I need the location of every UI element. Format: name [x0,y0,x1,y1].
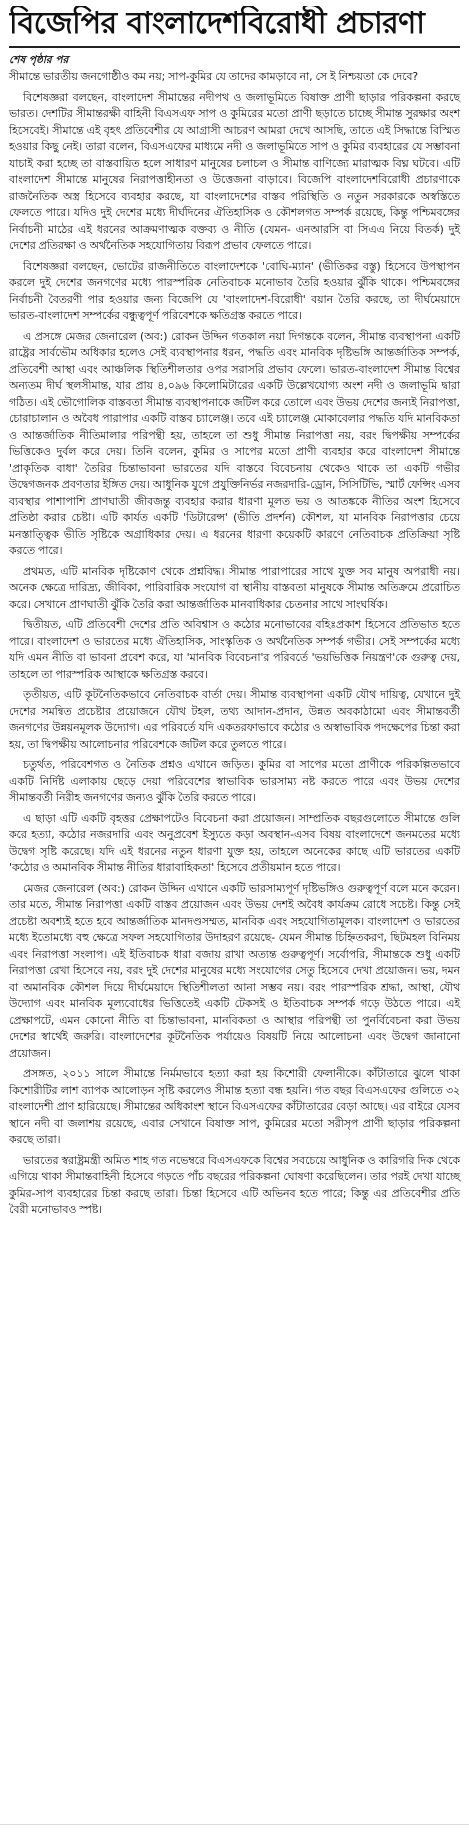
article-paragraph: এ প্রসঙ্গে মেজর জেনারেল (অব:) রোকন উদ্দিন গতকাল নয়া দিগন্তকে বলেন, সীমান্ত ব্যবস্থাপনা একটি রাষ্ট্রের সার্বভৌম অধিকার হলেও সেই ব্যবস্থাপনার ধরন, পদ্ধতি এবং মানবিক দৃষ্টিভঙ্গি আন্তর্জাতিক সম্পর্ক, প্রতিবেশী আস্থা এবং আঞ্চলিক স্থিতিশীলতার ওপর সরাসরি প্রভাব ফেলে। ভারত-বাংলাদেশ সীমান্ত বিশ্বের অন্যতম দীর্ঘ স্থলসীমান্ত, যার প্রায় ৪,০৯৬ কিলোমিটারের একটি উল্লেখযোগ্য অংশ নদী ও জলাভূমি দ্বারা গঠিত। এই ভৌগোলিক বাস্তবতা সীমান্ত ব্যবস্থাপনাকে জটিল করে তোলে এবং উভয় দেশের জন্যই নিরাপত্তা, চোরাচালান ও অবৈধ পারাপার একটি বাস্তব চ্যালেঞ্জ। তবে এই চ্যালেঞ্জ মোকাবেলার পদ্ধতি যদি মানবিকতা ও আন্তর্জাতিক নীতিমালার পরিপন্থী হয়, তাহলে তা শুধু সীমান্ত নিরাপত্তা নয়, বরং দ্বিপক্ষীয় সম্পর্কের ভিত্তিকেও দুর্বল করে দেয়। তিনি বলেন, কুমির ও সাপের মতো প্রাণী ব্যবহার করে বাংলাদেশ সীমান্তে 'প্রাকৃতিক বাধা' তৈরির চিন্তাভাবনা ভারতের যদি বাস্তবে বিবেচনায় থেকেও থাকে তা একটি গভীর উদ্বেগজনক প্রবণতার ইঙ্গিত দেয়। আধুনিক যুগে প্রযুক্তিনির্ভর নজরদারি-ড্রোন, সিসিটিভি, স্মার্ট ফেন্সিং এসব ব্যবস্থার পাশাপাশি প্রাণঘাতী জীবজন্তু ব্যবহার করার ধারণা মূলত ভয় ও আতঙ্ককে নীতির অংশ হিসেবে প্রতিষ্ঠা করার চেষ্টা। এটি কার্যত একটি 'ডিটারেন্স' (ভীতি প্রদর্শন) কৌশল, যা মানবিক নিরাপত্তার চেয়ে মনস্তাত্ত্বিক ভীতি সৃষ্টিকে অগ্রাধিকার দেয়। এ ধরনের ধারণা কয়েকটি কারণে নেতিবাচক প্রতিক্রিয়া সৃষ্টি করতে পারে। [9,329,460,557]
article-paragraph: বিশেষজ্ঞরা বলছেন, বাংলাদেশ সীমান্তের নদীপথ ও জলাভূমিতে বিষাক্ত প্রাণী ছাড়ার পরিকল্পনা করছে ভারত। দেশটির সীমান্তরক্ষী বাহিনী বিএসএফ সাপ ও কুমিরের মতো প্রাণী ছড়াতে চাচ্ছে সীমান্ত সুরক্ষার অংশ হিসেবেই। সীমান্তে এই বৃহৎ প্রতিবেশীর যে আগ্রাসী আচরণ আমরা দেখে আসছি, তাতে এই সিদ্ধান্তে বিস্মিত হওয়ার কিছু নেই। তারা বলেন, বিএসএফের মাধ্যমে নদী ও জলাভূমিতে সাপ ও কুমির ব্যবহারের যে সম্ভাবনা যাচাই করা হচ্ছে তা বাস্তবায়িত হলে সাধারণ মানুষের চলাচল ও সীমান্ত বাণিজ্যে মারাত্মক বিঘ্ন ঘটবে। এটি বাংলাদেশ সীমান্তে মানুষের নিরাপত্তাহীনতা ও উত্তেজনা বাড়াবে। বিজেপি বাংলাদেশবিরোধী প্রচারণাকে রাজনৈতিক অস্ত্র হিসেবে ব্যবহার করছে, যা বাংলাদেশের বাস্তব পরিস্থিতি ও নতুন সরকারকে অস্বস্তিতে ফেলতে পারে। যদিও দুই দেশের মধ্যে দীর্ঘদিনের ঐতিহাসিক ও কৌশলগত সম্পর্ক রয়েছে, কিন্তু পশ্চিমবঙ্গের নির্বাচনী মাঠের এই ধরনের আক্রমণাত্মক বক্তব্য ও নীতি (যেমন- এনআরসি বা সিএএ নিয়ে বিতর্ক) দুই দেশের প্রতিরক্ষা ও অর্থনৈতিক সহযোগিতায় বিরূপ প্রভাব ফেলতে পারে। [9,90,460,252]
article-body [9,69,460,1219]
headline-rule [9,46,460,48]
page-bottom-strip [0,1824,469,1839]
article-paragraph: তৃতীয়ত, এটি কূটনৈতিকভাবে নেতিবাচক বার্তা দেয়। সীমান্ত ব্যবস্থাপনা একটি যৌথ দায়িত্ব, যেখানে দুই দেশের সমন্বিত প্রচেষ্টার প্রয়োজনে যৌথ টহল, তথ্য আদান-প্রদান, উন্নত অবকাঠামো এবং সীমান্তবর্তী জনগণের উন্নয়নমূলক উদ্যোগ। এর পরিবর্তে যদি একতরফাভাবে কঠোর ও অস্বাভাবিক পদক্ষেপের চিন্তা করা হয়, তা দ্বিপক্ষীয় আলোচনার পরিবেশকে জটিল করে তুলতে পারে। [9,688,460,751]
headline: বিজেপির বাংলাদেশবিরোধী প্রচারণা [9,6,425,41]
article-paragraph: এ ছাড়া এটি একটি বৃহত্তর প্রেক্ষাপটেও বিবেচনা করা প্রয়োজন। সাম্প্রতিক বছরগুলোতে সীমান্তে গুলি করে হত্যা, কঠোর নজরদারি এবং অনুপ্রবেশ ইস্যুতে কড়া অবস্থান-এসব বিষয় বাংলাদেশে জনমতের মধ্যে উদ্বেগ সৃষ্টি করেছে। যদি এই ধরনের নতুন ধারণা যুক্ত হয়, তাহলে অনেকের কাছে এটি ভারতের একটি 'কঠোর ও অমানবিক সীমান্ত নীতির ধারাবাহিকতা' হিসেবে প্রতীয়মান হতে পারে। [9,811,460,874]
article-paragraph: প্রসঙ্গত, ২০১১ সালে সীমান্তে নির্মমভাবে হত্যা করা হয় কিশোরী ফেলানীকে। কাঁটাতারে ঝুলে থাকা কিশোরীটির লাশ ব্যাপক আলোড়ন সৃষ্টি করলেও সীমান্ত হত্যা বন্ধ হয়নি। গত বছর বিএসএফের গুলিতে ৩২ বাংলাদেশী প্রাণ হারিয়েছে। সীমান্তের অধিকাংশ স্থানে বিএসএফের কাঁটাতারের বেড়া আছে। এর বাইরে যেসব স্থানে নদী বা জলাশয় রয়েছে, এবার সেখানে বিষাক্ত সাপ, কুমিরের মতো সরীসৃপ প্রাণী ছাড়ার পরিকল্পনা করছে তারা। [9,1067,460,1146]
article-paragraph: ভারতের স্বরাষ্ট্রমন্ত্রী অমিত শাহ গত নভেম্বরে বিএসএফকে বিশ্বের সবচেয়ে আধুনিক ও কারিগরি দিক থেকে এগিয়ে থাকা সীমান্তবাহিনী হিসেবে গড়তে পাঁচ বছরের পরিকল্পনা ঘোষণা করেছিলেন। তার পরই দেখা যাচ্ছে কুমির-সাপ ব্যবহারের চিন্তা করছে তারা। চিন্তা হিসেবে এটি অভিনব হতে পারে; কিন্তু এর প্রতিবেশীর প্রতি বৈরী মনোভাবও স্পষ্ট। [9,1153,460,1216]
article-paragraph: সীমান্তে ভারতীয় জনগোষ্ঠীও কম নয়; সাপ-কুমির যে তাদের কামড়াবে না, সে ই নিশ্চয়তা কে দেবে? [9,70,419,83]
article-paragraph: বিশেষজ্ঞরা বলছেন, ভোটের রাজনীতিতে বাংলাদেশকে 'বোঘি-ম্যান' (ভীতিকর বস্তু) হিসেবে উপস্থাপন করলে দুই দেশের জনগণের মধ্যে পারস্পরিক নেতিবাচক মনোভাব তৈরি হওয়ার ঝুঁকি থাকে। পশ্চিমবঙ্গের নির্বাচনী বৈতরণী পার হওয়ার জন্য বিজেপি যে 'বাংলাদেশ-বিরোধী' বয়ান তৈরি করছে, তা দীর্ঘমেয়াদে ভারত-বাংলাদেশ সম্পর্কের বন্ধুত্বপূর্ণ পরিবেশকে ক্ষতিগ্রস্ত করতে পারে। [9,259,460,322]
article-paragraph: প্রথমত, এটি মানবিক দৃষ্টিকোণ থেকে প্রশ্নবিদ্ধ। সীমান্ত পারাপারের সাথে যুক্ত সব মানুষ অপরাধী নয়। অনেক ক্ষেত্রে দারিদ্র্য, জীবিকা, পারিবারিক সংযোগ বা স্থানীয় বাস্তবতা মানুষকে সীমান্ত অতিক্রমে প্ররোচিত করে। সেখানে প্রাণঘাতী ঝুঁকি তৈরি করা আন্তর্জাতিক মানবাধিকার চেতনার সাথে সাংঘর্ষিক। [9,564,460,611]
article-paragraph: মেজর জেনারেল (অব:) রোকন উদ্দিন এখানে একটি ভারসাম্যপূর্ণ দৃষ্টিভঙ্গিও গুরুত্বপূর্ণ বলে মনে করেন। তার মতে, সীমান্ত নিরাপত্তা একটি বাস্তব প্রয়োজন এবং উভয় দেশই অবৈধ কার্যক্রম রোধে সচেষ্ট। কিন্তু সেই প্রচেষ্টা অবশ্যই হতে হবে আন্তর্জাতিক মানদণ্ডসম্মত, মানবিক এবং সহযোগিতামূলক। বাংলাদেশ ও ভারতের মধ্যে ইতোমধ্যে বহু ক্ষেত্রে সফল সহযোগিতার উদাহরণ রয়েছে- যেমন সীমান্ত চিহ্নিতকরণ, ছিটমহল বিনিময় এবং নিরাপত্তা সংলাপ। এই ইতিবাচক ধারা বজায় রাখা অত্যন্ত গুরুত্বপূর্ণ। সর্বোপরি, সীমান্তকে শুধু একটি নিরাপত্তা রেখা হিসেবে নয়, বরং দুই দেশের মানুষের মধ্যে সংযোগের সেতু হিসেবে দেখা প্রয়োজন। ভয়, দমন বা অমানবিক কৌশল দিয়ে দীর্ঘমেয়াদে স্থিতিশীলতা আনা সম্ভব নয়। বরং পারস্পরিক শ্রদ্ধা, আস্থা, যৌথ উদ্যোগ এবং মানবিক মূল্যবোধের ভিত্তিতেই একটি টেকসই ও ইতিবাচক সম্পর্ক গড়ে উঠতে পারে। এই প্রেক্ষাপটে, এমন কোনো নীতি বা চিন্তাভাবনা, মানবিকতা ও আস্থার পরিপন্থী তা পুনর্বিবেচনা করা উভয় দেশের স্বার্থেই জরুরি। বাংলাদেশের কূটনৈতিক পর্যায়েও বিষয়টি নিয়ে আলোচনা এবং উদ্বেগ জানানো প্রয়োজন। [9,881,460,1060]
continued-from-label: শেষ পৃষ্ঠার পর [9,54,69,66]
article-paragraph: চতুর্থত, পরিবেশগত ও নৈতিক প্রশ্নও এখানে জড়িত। কুমির বা সাপের মতো প্রাণীকে পরিকল্পিতভাবে একটি নির্দিষ্ট এলাকায় ছেড়ে দেয়া পরিবেশের স্বাভাবিক ভারসাম্য নষ্ট করতে পারে এবং উভয় দেশের সীমান্তবর্তী নিরীহ জনগণের জন্যও ঝুঁকি তৈরি করতে পারে। [9,758,460,804]
article-paragraph: দ্বিতীয়ত, এটি প্রতিবেশী দেশের প্রতি অবিশ্বাস ও কঠোর মনোভাবের বহিঃপ্রকাশ হিসেবে প্রতিভাত হতে পারে। বাংলাদেশ ও ভারতের মধ্যে ঐতিহাসিক, সাংস্কৃতিক ও অর্থনৈতিক সম্পর্ক গভীর। সেই সম্পর্কের মধ্যে যদি এমন নীতি বা ভাবনা প্রবেশ করে, যা 'মানবিক বিবেচনা'র পরিবর্তে 'ভয়ভিত্তিক নিয়ন্ত্রণ'কে গুরুত্ব দেয়, তাহলে তা পারস্পরিক আস্থাকে ক্ষতিগ্রস্ত করবে। [9,618,460,681]
